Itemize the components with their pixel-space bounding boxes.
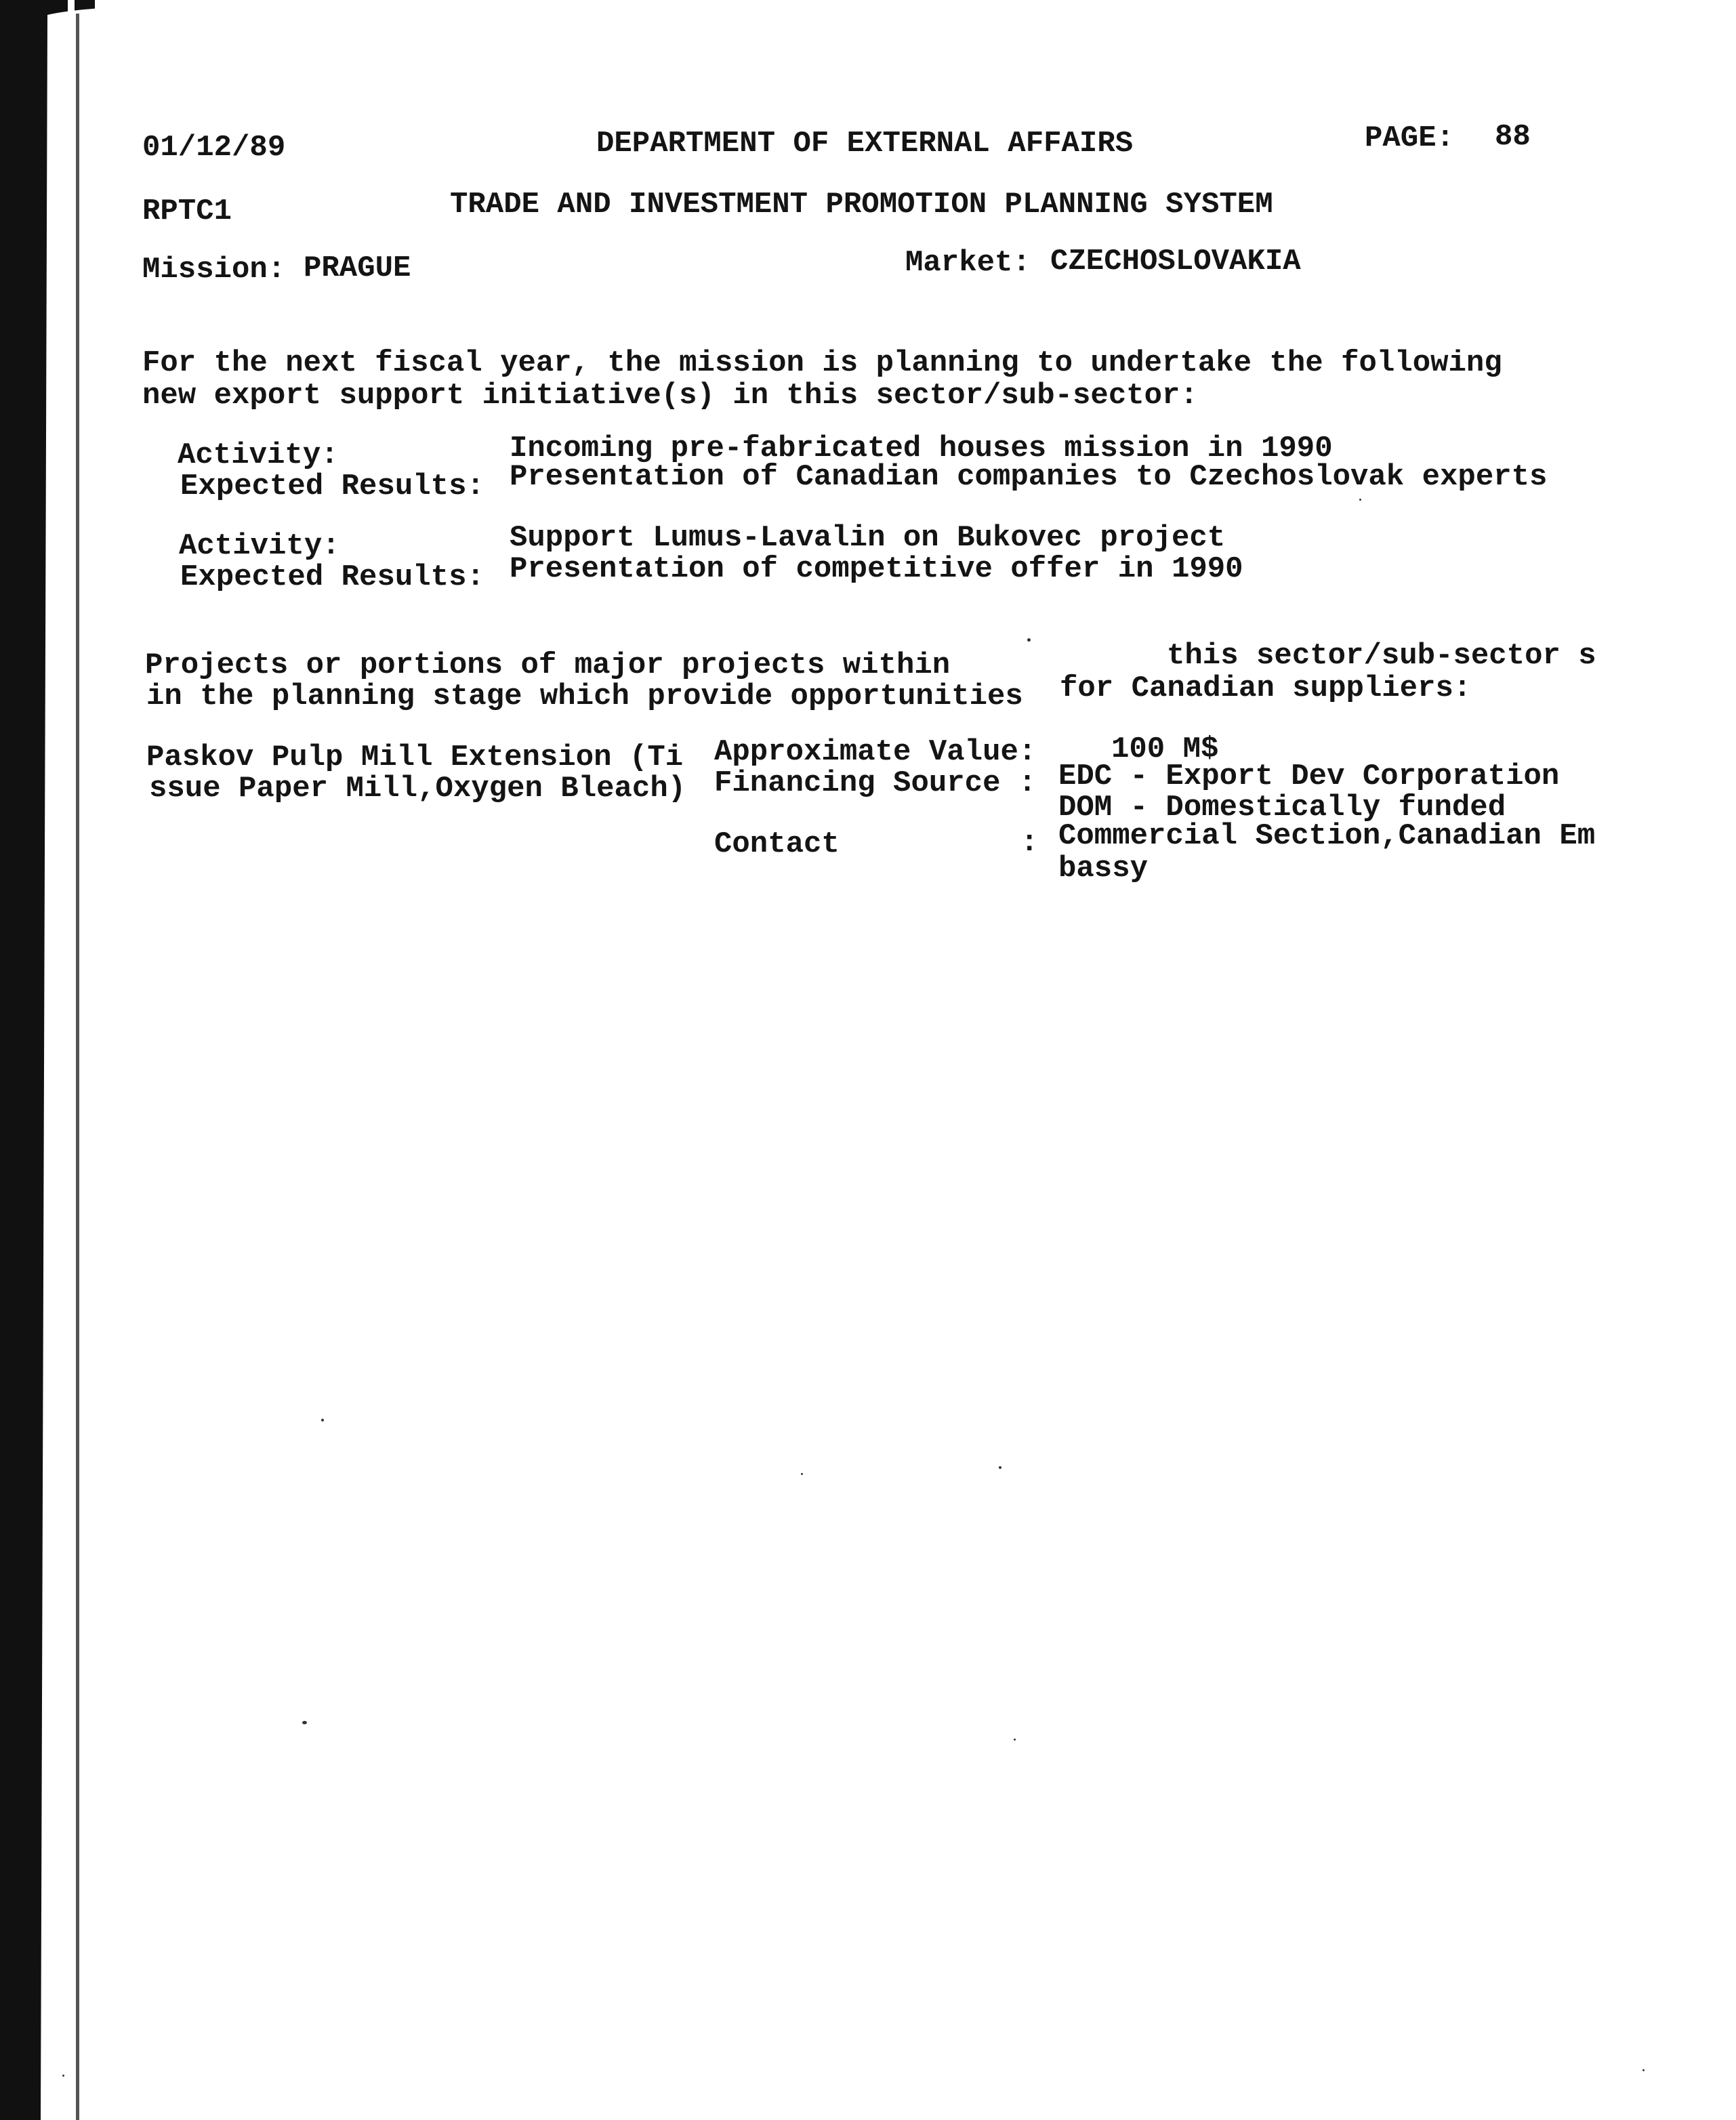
page-number: 88	[1495, 120, 1531, 154]
scan-speck	[1359, 499, 1361, 501]
scan-speck	[1027, 638, 1031, 642]
binding-edge-shadow	[0, 0, 95, 2120]
intro-line-2: new export support initiative(s) in this sector/sub-sector:	[142, 379, 1198, 413]
contact-label: Contact	[714, 827, 840, 861]
scan-speck	[321, 1419, 324, 1421]
projects-intro-line-2-left: in the planning stage which provide opportunities	[146, 680, 1023, 713]
report-code: RPTC1	[142, 194, 232, 228]
projects-intro-line-2-right: for Canadian suppliers:	[1060, 671, 1472, 705]
scan-speck	[801, 1473, 803, 1475]
scan-speck	[1642, 2069, 1645, 2071]
system-title: TRADE AND INVESTMENT PROMOTION PLANNING SYSTEM	[450, 188, 1273, 222]
activity-1-label: Activity:	[178, 438, 339, 472]
contact-colon: :	[1020, 826, 1039, 860]
activity-1-results-text: Presentation of Canadian companies to Czechoslovak experts	[510, 460, 1548, 494]
market-label: Market:	[905, 246, 1031, 280]
contact-line-2: bassy	[1058, 852, 1149, 886]
scan-speck	[62, 2075, 64, 2077]
projects-intro-line-1-left: Projects or portions of major projects within	[145, 648, 951, 682]
market-value: CZECHOSLOVAKIA	[1050, 245, 1301, 278]
activity-2-text: Support Lumus-Lavalin on Bukovec project	[510, 521, 1226, 555]
activity-1-text: Incoming pre-fabricated houses mission in 1990	[510, 432, 1333, 465]
project-name-line-2: ssue Paper Mill,Oxygen Bleach)	[149, 772, 686, 806]
report-date: 01/12/89	[142, 131, 286, 165]
scan-speck	[1014, 1739, 1016, 1741]
contact-line-1: Commercial Section,Canadian Em	[1058, 819, 1596, 853]
financing-source-label: Financing Source :	[714, 766, 1037, 800]
mission-value: PRAGUE	[304, 251, 411, 285]
page-label: PAGE:	[1365, 121, 1455, 155]
intro-line-1: For the next fiscal year, the mission is planning to undertake the following	[142, 346, 1502, 380]
financing-source-1: EDC - Export Dev Corporation	[1058, 760, 1560, 793]
project-name-line-1: Paskov Pulp Mill Extension (Ti	[146, 741, 684, 774]
projects-intro-line-1-right: this sector/sub-sector s	[1167, 639, 1596, 673]
activity-2-label: Activity:	[179, 529, 340, 563]
financing-source-2: DOM - Domestically funded	[1058, 791, 1506, 825]
mission-label: Mission:	[142, 253, 286, 287]
activity-2-results-text: Presentation of competitive offer in 1990	[510, 552, 1243, 586]
department-title: DEPARTMENT OF EXTERNAL AFFAIRS	[596, 127, 1134, 161]
activity-2-results-label: Expected Results:	[180, 560, 484, 594]
scan-speck	[302, 1721, 307, 1724]
approx-value: 100 M$	[1111, 732, 1219, 766]
scan-speck	[999, 1466, 1001, 1469]
approx-value-label: Approximate Value:	[714, 735, 1037, 769]
activity-1-results-label: Expected Results:	[180, 470, 484, 503]
